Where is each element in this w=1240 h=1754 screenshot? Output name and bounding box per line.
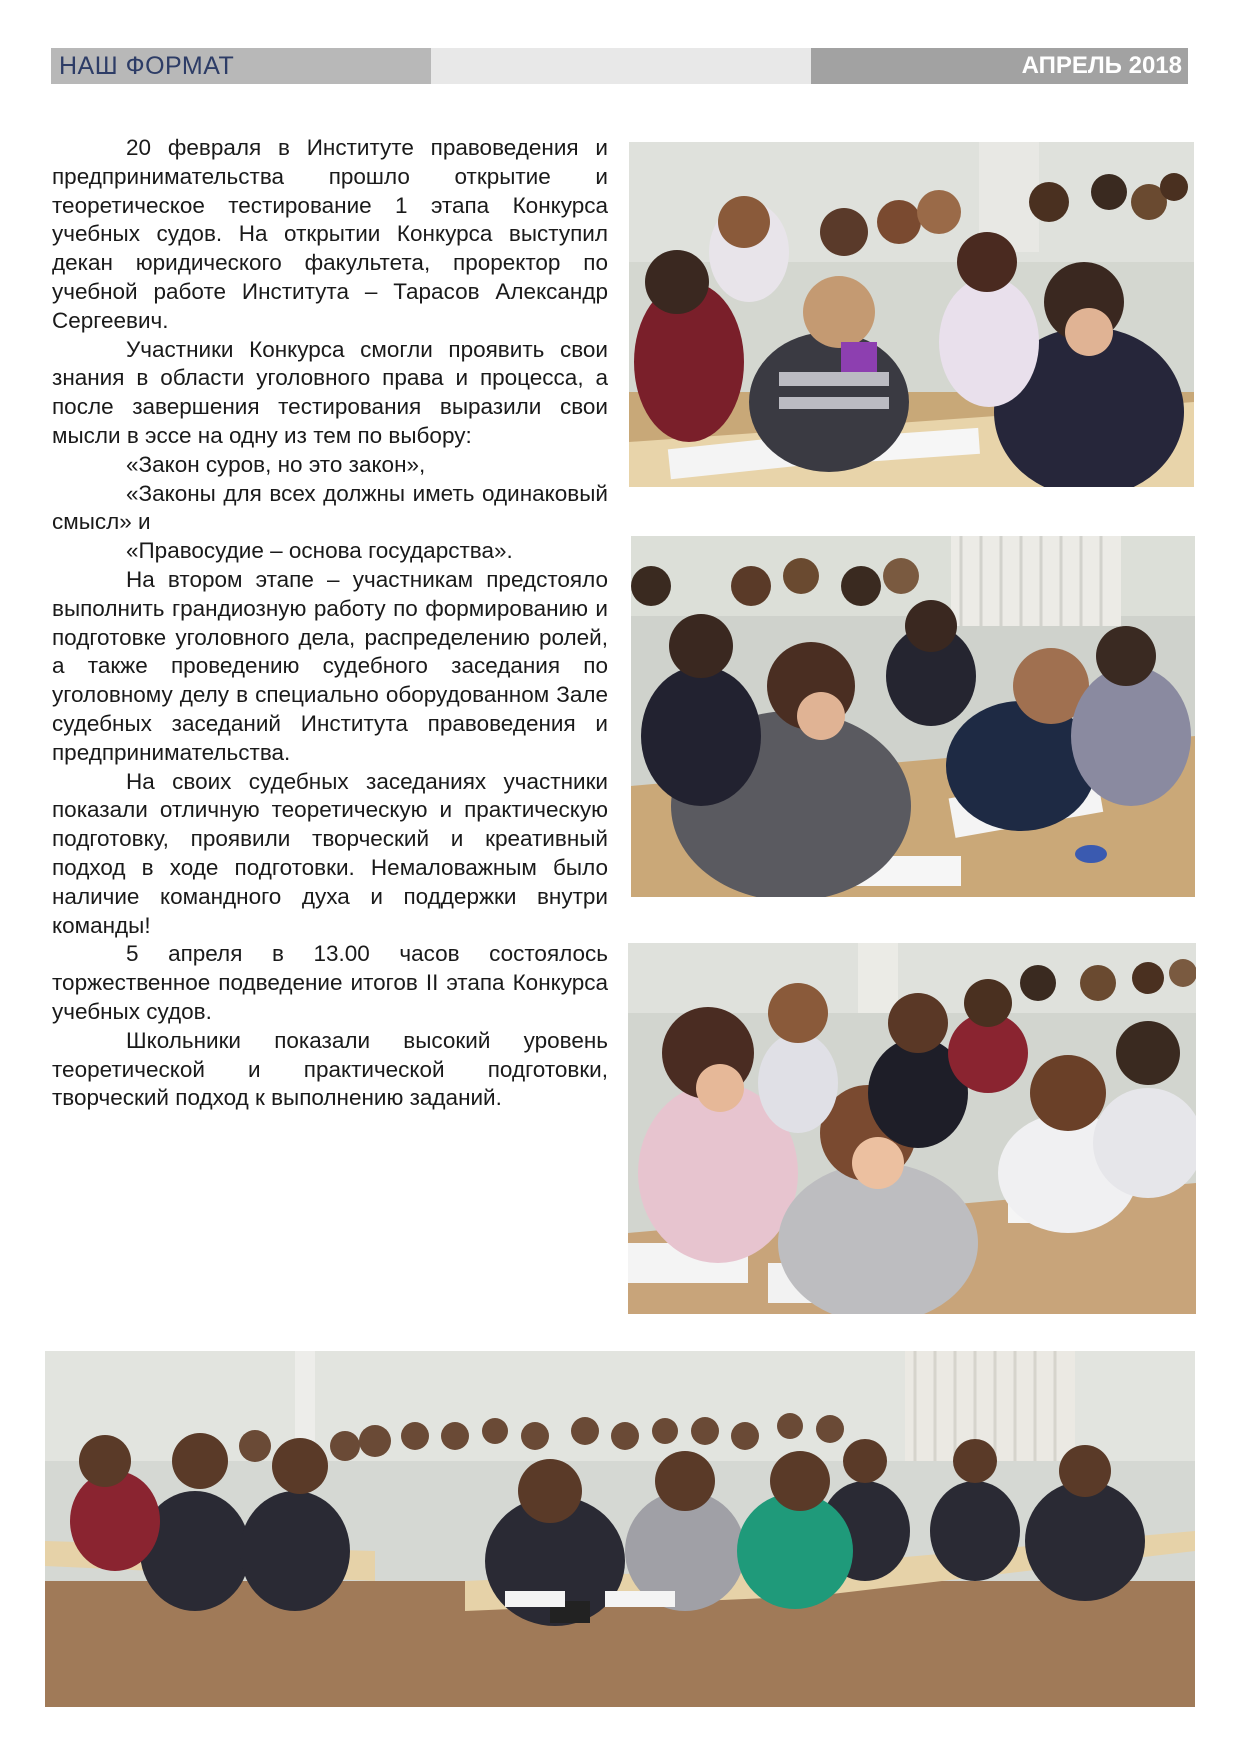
photo-image: [629, 142, 1194, 487]
photo-students-testing-2: [631, 536, 1195, 897]
article-paragraph: На своих судебных заседаниях участники показали отличную теоретическую и практическую подготовку, проявили творческий и креативный подход в ходе подготовки. Немаловажным было наличие командного духа и поддержки внутри команды!: [52, 768, 608, 938]
photo-image: [631, 536, 1195, 897]
article-paragraph: Школьники показали высокий уровень теоретической и практической подготовки, творческий подход к выполнению заданий.: [52, 1027, 608, 1111]
header-right-band: [811, 48, 1188, 84]
photo-classroom-wide: [45, 1351, 1195, 1707]
article-paragraph: 20 февраля в Институте правоведения и предпринимательства прошло открытие и теоретическое тестирование 1 этапа Конкурса учебных судов. На открытии Конкурса выступил декан юридического факультета, проректор по учебной работе Института – Тарасов Александр Сергеевич.: [52, 135, 608, 333]
essay-topic: «Правосудие – основа государства».: [126, 538, 513, 564]
photo-image: [45, 1351, 1195, 1707]
essay-topic: «Закон суров, но это закон»,: [126, 451, 426, 477]
page-header: [51, 48, 1188, 84]
article-text: [52, 134, 608, 1113]
essay-topic: «Законы для всех должны иметь одинаковый смысл» и: [52, 480, 608, 535]
photo-image: [628, 943, 1196, 1314]
article-paragraph: Участники Конкурса смогли проявить свои знания в области уголовного права и процесса, а после завершения тестирования выразили свои мысли в эссе на одну из тем по выбору:: [52, 336, 608, 448]
header-middle-band: [431, 48, 811, 84]
article-paragraph: 5 апреля в 13.00 часов состоялось торжественное подведение итогов II этапа Конкурса учебных судов.: [52, 941, 608, 1024]
photo-students-testing-3: [628, 943, 1196, 1314]
photo-students-testing-1: [629, 142, 1194, 487]
issue-date: АПРЕЛЬ 2018: [1021, 52, 1182, 79]
article-paragraph: На втором этапе – участникам предстояло выполнить грандиозную работу по формированию и подготовке уголовного дела, распределению ролей, а также проведению судебного заседания по уголовному делу в специально оборудованном Зале судебных заседаний Института правоведения и предпринимательства.: [52, 566, 608, 765]
magazine-title: НАШ ФОРМАТ: [59, 51, 235, 80]
header-left-band: [51, 48, 431, 84]
